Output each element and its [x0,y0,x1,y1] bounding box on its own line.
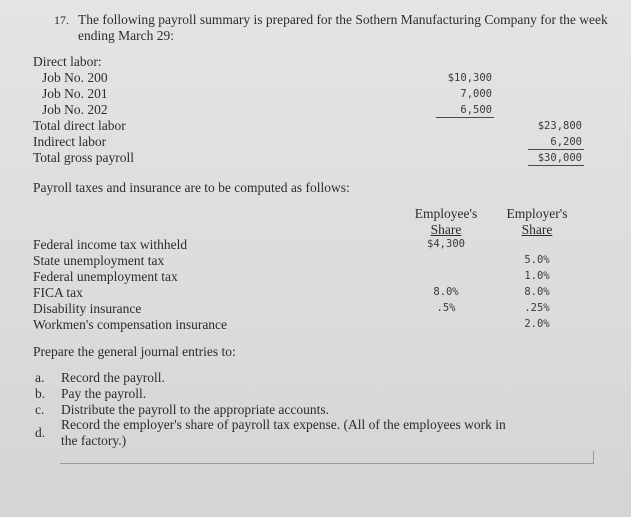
tax-row-employer: 1.0% [524,270,550,282]
instruction-letter: b. [35,386,46,401]
answer-box-right-edge [593,451,594,464]
employer-share-heading-2: Share [521,222,553,237]
tax-row-employer: 5.0% [524,254,550,266]
job-200-label: Job No. 200 [42,70,108,85]
problem-text-line2: ending March 29: [78,28,174,43]
instruction-letter: d. [35,425,46,440]
job-202-amount: 6,500 [460,104,492,116]
tax-row-employee: $4,300 [427,238,465,250]
instruction-letter: a. [35,370,45,385]
employee-share-heading-1: Employee's [414,206,478,221]
problem-text-line1: The following payroll summary is prepared for the Sothern Manufacturing Company for the week [78,12,608,27]
instruction-text: Record the payroll. [61,370,165,385]
total-direct-label: Total direct labor [33,118,126,133]
tax-row-label: Workmen's compensation insurance [33,317,228,332]
direct-labor-label: Direct labor: [33,54,102,69]
gross-payroll-label: Total gross payroll [33,150,135,165]
answer-box-bottom-edge [60,463,594,464]
tax-row-employer: 2.0% [524,318,550,330]
instruction-text: Distribute the payroll to the appropriate accounts. [61,402,330,417]
problem-number: 17. [54,13,69,27]
tax-row-label: FICA tax [33,285,83,300]
tax-row-employee: .5% [436,302,456,314]
instruction-text: Pay the payroll. [61,386,147,401]
tax-row-employer: 8.0% [524,286,550,298]
instruction-text: Record the employer's share of payroll tax expense. (All of the employees work in [61,417,506,432]
job-201-amount: 7,000 [460,88,492,100]
tax-row-label: Federal income tax withheld [33,237,188,252]
tax-row-label: Federal unemployment tax [33,269,178,284]
employee-share-heading-2: Share [430,222,462,237]
tax-row-employer: .25% [524,302,550,314]
tax-row-employee: 8.0% [433,286,459,298]
instruction-letter: c. [35,402,45,417]
employer-share-heading-1: Employer's [506,206,568,221]
tax-row-label: State unemployment tax [33,253,165,268]
job-201-label: Job No. 201 [42,86,108,101]
indirect-labor-label: Indirect labor [33,134,107,149]
indirect-labor-amount: 6,200 [550,136,582,148]
tax-row-label: Disability insurance [33,301,142,316]
total-direct-amount: $23,800 [537,120,582,132]
job-200-amount: $10,300 [447,72,492,84]
instructions-intro: Prepare the general journal entries to: [33,344,236,359]
gross-payroll-amount: $30,000 [537,152,582,164]
taxes-intro: Payroll taxes and insurance are to be computed as follows: [33,180,350,195]
subtotal-rule [436,117,494,118]
job-202-label: Job No. 202 [42,102,108,117]
gross-double-rule-top [528,165,584,166]
instruction-text-continued: the factory.) [61,433,127,448]
